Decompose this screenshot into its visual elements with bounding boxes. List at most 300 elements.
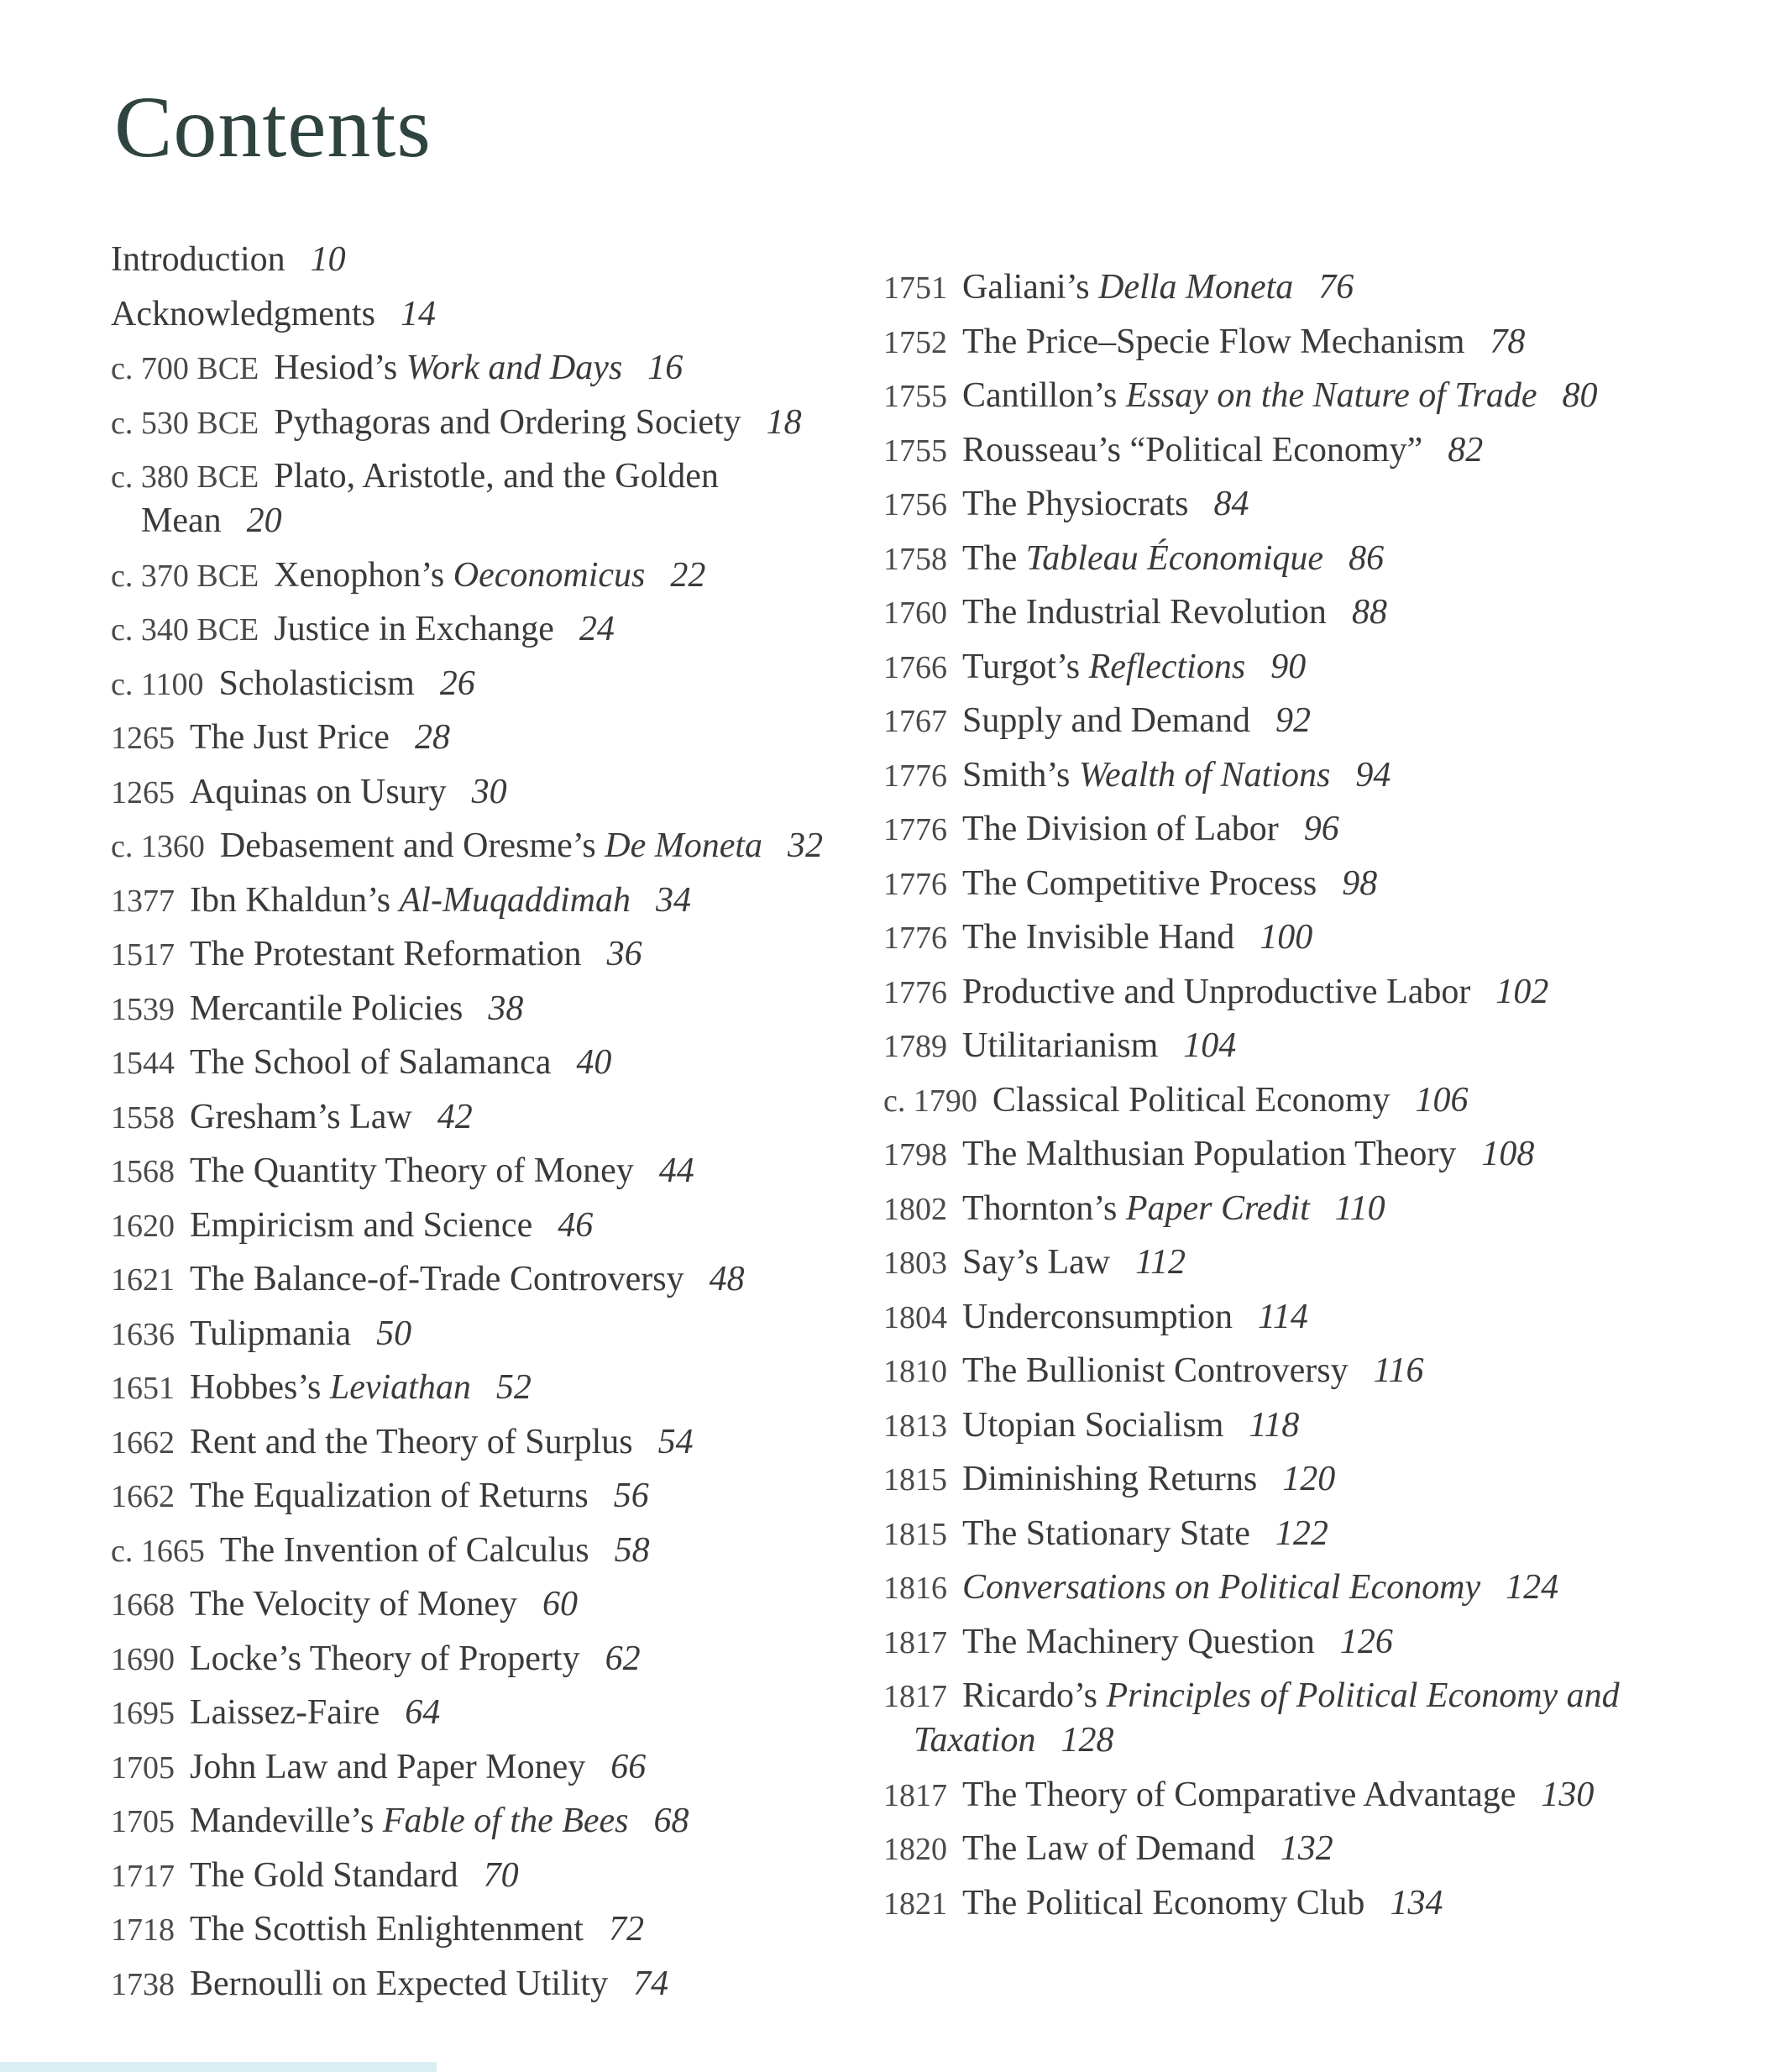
entry-title bbox=[190, 1423, 633, 1461]
entry-year: 1651 bbox=[111, 1371, 175, 1406]
toc-entry[interactable] bbox=[111, 1745, 867, 1789]
toc-entry[interactable] bbox=[111, 1799, 867, 1843]
entry-page-number: 90 bbox=[1270, 647, 1307, 686]
entry-title bbox=[190, 1856, 458, 1895]
toc-entry[interactable] bbox=[111, 1962, 867, 2006]
toc-entry[interactable] bbox=[883, 374, 1723, 417]
entry-title bbox=[962, 323, 1464, 361]
entry-year: 1776 bbox=[883, 866, 947, 902]
toc-entry[interactable] bbox=[111, 770, 867, 814]
entry-year: 1662 bbox=[111, 1424, 175, 1461]
entry-title bbox=[218, 664, 414, 703]
entry-title bbox=[220, 826, 762, 865]
entry-title-text: The Invisible Hand bbox=[962, 918, 1235, 957]
entry-title bbox=[190, 1585, 517, 1624]
entry-page-number: 100 bbox=[1260, 918, 1313, 957]
toc-entry[interactable] bbox=[111, 1041, 867, 1084]
entry-title-text: The Physiocrats bbox=[962, 485, 1189, 523]
entry-year: 1804 bbox=[883, 1299, 947, 1335]
toc-entry[interactable] bbox=[883, 1241, 1723, 1284]
entry-title bbox=[274, 403, 741, 442]
entry-page-number: 40 bbox=[576, 1043, 612, 1082]
entry-page-number: 134 bbox=[1390, 1883, 1443, 1923]
entry-title bbox=[962, 431, 1422, 469]
entry-page-number: 120 bbox=[1282, 1460, 1336, 1498]
entry-year: 1817 bbox=[883, 1679, 947, 1714]
entry-title bbox=[962, 1460, 1257, 1498]
entry-title bbox=[190, 1043, 551, 1082]
toc-entry[interactable] bbox=[111, 1582, 867, 1626]
entry-page-number: 84 bbox=[1213, 485, 1249, 523]
entry-year: 1813 bbox=[883, 1408, 947, 1444]
entry-title-text: Utilitarianism bbox=[962, 1026, 1159, 1065]
entry-title bbox=[962, 593, 1327, 632]
entry-title-text: Acknowledgments bbox=[111, 294, 375, 333]
entry-year: 1820 bbox=[883, 1832, 947, 1867]
entry-page-number: 48 bbox=[709, 1260, 745, 1298]
entry-year: 1817 bbox=[883, 1624, 947, 1660]
entry-title bbox=[962, 1884, 1364, 1923]
entry-page-number: 44 bbox=[658, 1151, 694, 1190]
toc-entry[interactable] bbox=[883, 428, 1723, 472]
entry-title bbox=[992, 1081, 1391, 1120]
toc-entry[interactable] bbox=[883, 1512, 1723, 1555]
entry-title-text: The Bullionist Controversy bbox=[962, 1351, 1349, 1390]
entry-title-text: Supply and Demand bbox=[962, 701, 1250, 740]
toc-entry[interactable] bbox=[111, 238, 867, 281]
toc-entry[interactable] bbox=[111, 1149, 867, 1193]
entry-page-number: 46 bbox=[558, 1205, 594, 1245]
entry-title bbox=[190, 1098, 412, 1136]
entry-title-italic: Essay on the Nature of Trade bbox=[1125, 376, 1537, 415]
entry-page-number: 72 bbox=[608, 1910, 644, 1949]
entry-title bbox=[962, 864, 1317, 903]
toc-entry[interactable] bbox=[111, 1907, 867, 1951]
entry-title bbox=[962, 1243, 1110, 1282]
entry-title-text: John Law and Paper Money bbox=[190, 1747, 586, 1786]
entry-year: 1810 bbox=[883, 1354, 947, 1389]
toc-column-right bbox=[883, 265, 1723, 1935]
entry-title bbox=[962, 810, 1279, 848]
entry-year: 1755 bbox=[883, 433, 947, 469]
entry-title-text: Underconsumption bbox=[962, 1297, 1233, 1336]
entry-title-italic: Tableau Économique bbox=[1025, 538, 1324, 578]
entry-page-number: 30 bbox=[471, 772, 507, 811]
toc-entry[interactable] bbox=[111, 1637, 867, 1681]
entry-title bbox=[274, 556, 645, 595]
entry-page-number: 54 bbox=[657, 1422, 694, 1461]
entry-page-number: 124 bbox=[1506, 1568, 1559, 1607]
toc-entry[interactable] bbox=[111, 1095, 867, 1139]
entry-page-number: 50 bbox=[376, 1314, 412, 1353]
entry-year: 1668 bbox=[111, 1587, 175, 1623]
entry-title bbox=[962, 973, 1470, 1011]
toc-entry[interactable] bbox=[111, 716, 867, 759]
toc-entry[interactable] bbox=[111, 1854, 867, 1897]
entry-title-text: The Stationary State bbox=[962, 1513, 1250, 1553]
entry-title-text: Xenophon’s bbox=[274, 555, 453, 595]
entry-year: 1776 bbox=[883, 974, 947, 1010]
entry-title-text: The School of Salamanca bbox=[190, 1043, 552, 1082]
entry-page-number: 104 bbox=[1183, 1026, 1237, 1065]
entry-year: 1568 bbox=[111, 1154, 175, 1189]
entry-title-text: The Protestant Reformation bbox=[190, 935, 582, 973]
entry-title-text: Locke’s Theory of Property bbox=[190, 1639, 580, 1678]
entry-title bbox=[962, 539, 1323, 578]
entry-year: 1776 bbox=[883, 812, 947, 847]
entry-title bbox=[962, 485, 1188, 523]
entry-title bbox=[914, 1676, 1620, 1760]
entry-page-number: 116 bbox=[1373, 1351, 1424, 1390]
toc-entry[interactable] bbox=[883, 1132, 1723, 1176]
toc-entry[interactable] bbox=[883, 1187, 1723, 1230]
entry-year: 1767 bbox=[883, 704, 947, 739]
entry-title-text: The Invention of Calculus bbox=[219, 1530, 589, 1570]
entry-title-italic: Fable of the Bees bbox=[382, 1802, 629, 1840]
toc-entry[interactable] bbox=[111, 454, 867, 543]
toc-entry[interactable] bbox=[111, 1257, 867, 1301]
toc-entry[interactable] bbox=[883, 1620, 1723, 1664]
entry-title-text: The Balance-of-Trade Controversy bbox=[190, 1260, 684, 1298]
entry-year: 1776 bbox=[883, 921, 947, 956]
entry-page-number: 86 bbox=[1349, 538, 1385, 578]
entry-title-text: Turgot’s bbox=[962, 647, 1089, 686]
entry-page-number: 92 bbox=[1275, 701, 1311, 740]
page-edge-strip bbox=[0, 2062, 437, 2072]
entry-title-text: Utopian Socialism bbox=[962, 1405, 1224, 1445]
entry-title-text: Bernoulli on Expected Utility bbox=[190, 1964, 609, 2003]
entry-title-text: Ricardo’s bbox=[962, 1676, 1107, 1715]
entry-title-text: The Theory of Comparative Advantage bbox=[962, 1775, 1516, 1814]
entry-page-number: 42 bbox=[437, 1097, 473, 1136]
toc-entry[interactable] bbox=[111, 1312, 867, 1356]
toc-entry[interactable] bbox=[111, 879, 867, 922]
entry-title bbox=[274, 349, 622, 387]
entry-year: 1755 bbox=[883, 379, 947, 414]
entry-page-number: 106 bbox=[1415, 1080, 1469, 1120]
entry-title bbox=[111, 295, 375, 333]
entry-title bbox=[962, 1189, 1310, 1228]
toc-entry[interactable] bbox=[883, 265, 1723, 309]
entry-year: 1776 bbox=[883, 758, 947, 794]
toc-entry[interactable] bbox=[883, 1078, 1723, 1122]
entry-title bbox=[962, 1351, 1349, 1390]
entry-year: 1695 bbox=[111, 1696, 175, 1731]
entry-year: 1558 bbox=[111, 1099, 175, 1136]
entry-title bbox=[962, 1026, 1158, 1065]
entry-title-text: The Quantity Theory of Money bbox=[190, 1151, 634, 1190]
toc-entry[interactable] bbox=[883, 699, 1723, 742]
entry-page-number: 14 bbox=[400, 294, 436, 333]
entry-title bbox=[962, 918, 1234, 957]
toc-entry[interactable] bbox=[883, 645, 1723, 689]
entry-title-text: Diminishing Returns bbox=[962, 1460, 1258, 1498]
entry-page-number: 126 bbox=[1339, 1622, 1393, 1661]
entry-title-text: The Industrial Revolution bbox=[962, 593, 1327, 632]
entry-year: 1798 bbox=[883, 1137, 947, 1172]
entry-title bbox=[962, 1135, 1456, 1173]
entry-title-italic: Paper Credit bbox=[1125, 1188, 1310, 1228]
toc-entry[interactable] bbox=[883, 862, 1723, 905]
entry-year: 1662 bbox=[111, 1479, 175, 1514]
entry-title bbox=[962, 648, 1245, 686]
entry-page-number: 114 bbox=[1257, 1297, 1308, 1336]
entry-title bbox=[962, 701, 1250, 740]
entry-title bbox=[190, 1206, 532, 1245]
toc-entry[interactable] bbox=[111, 346, 867, 390]
entry-page-number: 62 bbox=[605, 1639, 641, 1678]
entry-year: c. 700 BCE bbox=[111, 351, 259, 386]
entry-title-text: The Just Price bbox=[190, 718, 390, 757]
entry-title-italic: Della Moneta bbox=[1098, 268, 1294, 307]
entry-year: c. 1100 bbox=[111, 666, 204, 702]
entry-title-italic: De Moneta bbox=[605, 826, 763, 865]
entry-title-italic: Conversations on Political Economy bbox=[962, 1568, 1481, 1607]
entry-page-number: 66 bbox=[610, 1747, 647, 1786]
entry-title bbox=[190, 1639, 580, 1678]
entry-year: 1817 bbox=[883, 1777, 947, 1813]
entry-year: c. 1360 bbox=[111, 829, 205, 864]
toc-entry[interactable] bbox=[883, 1457, 1723, 1501]
toc-entry[interactable] bbox=[883, 1295, 1723, 1339]
entry-page-number: 56 bbox=[613, 1477, 649, 1515]
entry-year: 1544 bbox=[111, 1046, 175, 1081]
entry-title-text: Empiricism and Science bbox=[190, 1205, 533, 1245]
entry-title bbox=[190, 1151, 634, 1190]
entry-page-number: 26 bbox=[439, 664, 475, 703]
entry-page-number: 64 bbox=[405, 1693, 441, 1732]
toc-entry[interactable] bbox=[111, 1691, 867, 1734]
entry-year: 1766 bbox=[883, 649, 947, 685]
entry-page-number: 68 bbox=[653, 1802, 689, 1840]
entry-title bbox=[111, 240, 285, 279]
entry-year: 1752 bbox=[883, 324, 947, 360]
entry-title bbox=[220, 1531, 589, 1570]
entry-title-italic: Leviathan bbox=[329, 1368, 471, 1407]
entry-year: 1265 bbox=[111, 721, 175, 756]
entry-year: 1758 bbox=[883, 541, 947, 577]
entry-page-number: 98 bbox=[1342, 863, 1378, 903]
entry-year: 1789 bbox=[883, 1029, 947, 1064]
entry-title-text: Scholasticism bbox=[218, 664, 415, 703]
entry-title bbox=[190, 773, 447, 811]
entry-title-text: Plato, Aristotle, and the Golden Mean bbox=[141, 457, 719, 540]
entry-title bbox=[190, 935, 582, 973]
entry-page-number: 36 bbox=[606, 935, 642, 973]
entry-page-number: 88 bbox=[1351, 593, 1387, 632]
entry-page-number: 10 bbox=[310, 240, 346, 279]
entry-year: c. 380 BCE bbox=[111, 459, 259, 495]
entry-title-text: Rousseau’s “Political Economy” bbox=[962, 430, 1423, 469]
entry-page-number: 112 bbox=[1135, 1243, 1186, 1282]
entry-title bbox=[962, 1776, 1516, 1814]
entry-title-italic: Reflections bbox=[1088, 647, 1246, 686]
entry-page-number: 118 bbox=[1249, 1405, 1300, 1445]
entry-year: 1705 bbox=[111, 1749, 175, 1786]
entry-title-italic: Work and Days bbox=[406, 349, 623, 387]
toc-entry[interactable] bbox=[883, 320, 1723, 364]
entry-page-number: 52 bbox=[495, 1368, 532, 1407]
entry-title bbox=[190, 718, 390, 757]
entry-title-text: Aquinas on Usury bbox=[190, 772, 447, 811]
entry-page-number: 132 bbox=[1280, 1829, 1333, 1868]
entry-year: 1803 bbox=[883, 1246, 947, 1281]
entry-page-number: 102 bbox=[1495, 972, 1549, 1011]
toc-entry[interactable] bbox=[883, 915, 1723, 959]
toc-entry[interactable] bbox=[111, 1204, 867, 1247]
entry-year: 1377 bbox=[111, 883, 175, 919]
entry-page-number: 80 bbox=[1562, 376, 1598, 415]
entry-title-text: The Scottish Enlightenment bbox=[190, 1910, 584, 1949]
entry-title bbox=[190, 989, 463, 1028]
toc-entry[interactable] bbox=[883, 753, 1723, 797]
entry-year: 1717 bbox=[111, 1858, 175, 1894]
toc-entry[interactable] bbox=[111, 607, 867, 651]
entry-title-text: The Velocity of Money bbox=[190, 1585, 517, 1624]
entry-page-number: 76 bbox=[1318, 268, 1354, 307]
entry-year: 1816 bbox=[883, 1571, 947, 1606]
entry-year: 1620 bbox=[111, 1208, 175, 1244]
entry-year: 1539 bbox=[111, 991, 175, 1027]
entry-title-text: Hobbes’s bbox=[190, 1368, 330, 1407]
entry-title bbox=[962, 1514, 1250, 1553]
entry-title-text: Tulipmania bbox=[190, 1314, 352, 1353]
entry-page-number: 16 bbox=[647, 349, 683, 387]
entry-title bbox=[962, 268, 1293, 307]
entry-title-text: Classical Political Economy bbox=[992, 1080, 1391, 1120]
entry-page-number: 96 bbox=[1303, 810, 1339, 848]
entry-year: c. 1665 bbox=[111, 1533, 205, 1569]
toc-entry[interactable] bbox=[111, 932, 867, 976]
toc-entry[interactable] bbox=[111, 1420, 867, 1464]
entry-title bbox=[190, 1910, 584, 1949]
toc-entry[interactable] bbox=[111, 1366, 867, 1409]
entry-title-text: The Machinery Question bbox=[962, 1622, 1315, 1661]
entry-title bbox=[190, 1693, 380, 1732]
entry-year: 1517 bbox=[111, 937, 175, 973]
entry-title-text: Introduction bbox=[111, 240, 285, 279]
entry-title bbox=[962, 1406, 1223, 1445]
entry-title-text: Say’s Law bbox=[962, 1243, 1111, 1282]
toc-entry[interactable] bbox=[111, 292, 867, 336]
toc-entry[interactable] bbox=[883, 1349, 1723, 1393]
entry-title bbox=[962, 376, 1537, 415]
toc-entry[interactable] bbox=[111, 987, 867, 1031]
entry-title bbox=[962, 1829, 1255, 1868]
entry-title bbox=[274, 610, 554, 648]
toc-column-left bbox=[111, 238, 867, 2016]
entry-title-text: Mandeville’s bbox=[190, 1802, 383, 1840]
entry-year: c. 370 BCE bbox=[111, 558, 259, 594]
entry-title bbox=[190, 1260, 684, 1298]
entry-year: 1636 bbox=[111, 1316, 175, 1352]
entry-title bbox=[190, 881, 631, 920]
entry-title-text: Thornton’s bbox=[962, 1188, 1126, 1228]
entry-page-number: 122 bbox=[1275, 1513, 1328, 1553]
entry-page-number: 70 bbox=[483, 1855, 519, 1895]
toc-entry[interactable] bbox=[883, 970, 1723, 1014]
toc-entry[interactable] bbox=[883, 537, 1723, 580]
entry-title-text: The Malthusian Population Theory bbox=[962, 1135, 1457, 1173]
entry-title-text: Hesiod’s bbox=[274, 349, 406, 387]
entry-page-number: 94 bbox=[1355, 755, 1391, 795]
entry-year: 1802 bbox=[883, 1191, 947, 1227]
entry-title-text: Pythagoras and Ordering Society bbox=[274, 402, 741, 442]
entry-year: 1756 bbox=[883, 487, 947, 522]
entry-page-number: 60 bbox=[542, 1585, 578, 1624]
entry-page-number: 28 bbox=[414, 718, 450, 757]
entry-title-text: Smith’s bbox=[962, 755, 1079, 795]
entry-page-number: 18 bbox=[766, 402, 802, 442]
toc-entry[interactable] bbox=[111, 824, 867, 868]
entry-year: c. 530 BCE bbox=[111, 405, 259, 441]
entry-year: 1751 bbox=[883, 270, 947, 306]
toc-entry[interactable] bbox=[883, 1881, 1723, 1925]
entry-year: 1760 bbox=[883, 595, 947, 631]
entry-title-text: The Price–Specie Flow Mechanism bbox=[962, 322, 1465, 361]
entry-page-number: 128 bbox=[1061, 1721, 1114, 1760]
toc-entry[interactable] bbox=[883, 1827, 1723, 1870]
entry-page-number: 24 bbox=[579, 610, 615, 648]
entry-title bbox=[962, 756, 1330, 795]
entry-title-text: Ibn Khaldun’s bbox=[190, 880, 400, 920]
entry-title-text: The Political Economy Club bbox=[962, 1883, 1365, 1923]
entry-title bbox=[190, 1477, 589, 1515]
entry-page-number: 58 bbox=[614, 1530, 650, 1570]
entry-title bbox=[962, 1298, 1233, 1336]
toc-entry[interactable] bbox=[883, 1773, 1723, 1817]
page-title: Contents bbox=[114, 79, 432, 176]
entry-title-text: The Division of Labor bbox=[962, 810, 1279, 848]
entry-page-number: 130 bbox=[1541, 1775, 1595, 1814]
entry-page-number: 78 bbox=[1490, 322, 1526, 361]
toc-entry[interactable] bbox=[883, 1024, 1723, 1067]
entry-title-italic: Principles of Political Economy and Taxation bbox=[914, 1676, 1620, 1760]
entry-title-text: The bbox=[962, 538, 1026, 578]
entry-page-number: 38 bbox=[488, 989, 524, 1028]
toc-entry[interactable] bbox=[111, 662, 867, 706]
entry-page-number: 110 bbox=[1334, 1188, 1385, 1228]
entry-title-text: Cantillon’s bbox=[962, 376, 1126, 415]
entry-year: 1718 bbox=[111, 1912, 175, 1948]
entry-page-number: 82 bbox=[1448, 430, 1484, 469]
entry-title bbox=[190, 1802, 629, 1840]
entry-title-text: Mercantile Policies bbox=[190, 989, 464, 1028]
entry-title-text: The Competitive Process bbox=[962, 863, 1317, 903]
entry-title bbox=[190, 1964, 608, 2003]
entry-year: c. 1790 bbox=[883, 1083, 977, 1119]
toc-entry[interactable] bbox=[883, 807, 1723, 851]
toc-entry[interactable] bbox=[111, 401, 867, 444]
entry-title-text: Laissez-Faire bbox=[190, 1693, 380, 1732]
toc-entry[interactable] bbox=[883, 482, 1723, 526]
entry-title-italic: Al-Muqaddimah bbox=[399, 880, 631, 920]
entry-title-text: Rent and the Theory of Surplus bbox=[190, 1422, 633, 1461]
toc-entry[interactable] bbox=[111, 1474, 867, 1518]
entry-title-text: Justice in Exchange bbox=[274, 610, 554, 648]
toc-entry[interactable] bbox=[883, 1674, 1723, 1762]
toc-entry[interactable] bbox=[883, 590, 1723, 634]
toc-entry[interactable] bbox=[111, 553, 867, 597]
toc-entry[interactable] bbox=[883, 1403, 1723, 1447]
entry-year: 1690 bbox=[111, 1641, 175, 1677]
entry-title bbox=[190, 1748, 585, 1786]
entry-year: 1621 bbox=[111, 1262, 175, 1298]
entry-year: 1815 bbox=[883, 1462, 947, 1498]
toc-entry[interactable] bbox=[883, 1566, 1723, 1609]
toc-entry[interactable] bbox=[111, 1529, 867, 1572]
entry-year: 1821 bbox=[883, 1886, 947, 1922]
